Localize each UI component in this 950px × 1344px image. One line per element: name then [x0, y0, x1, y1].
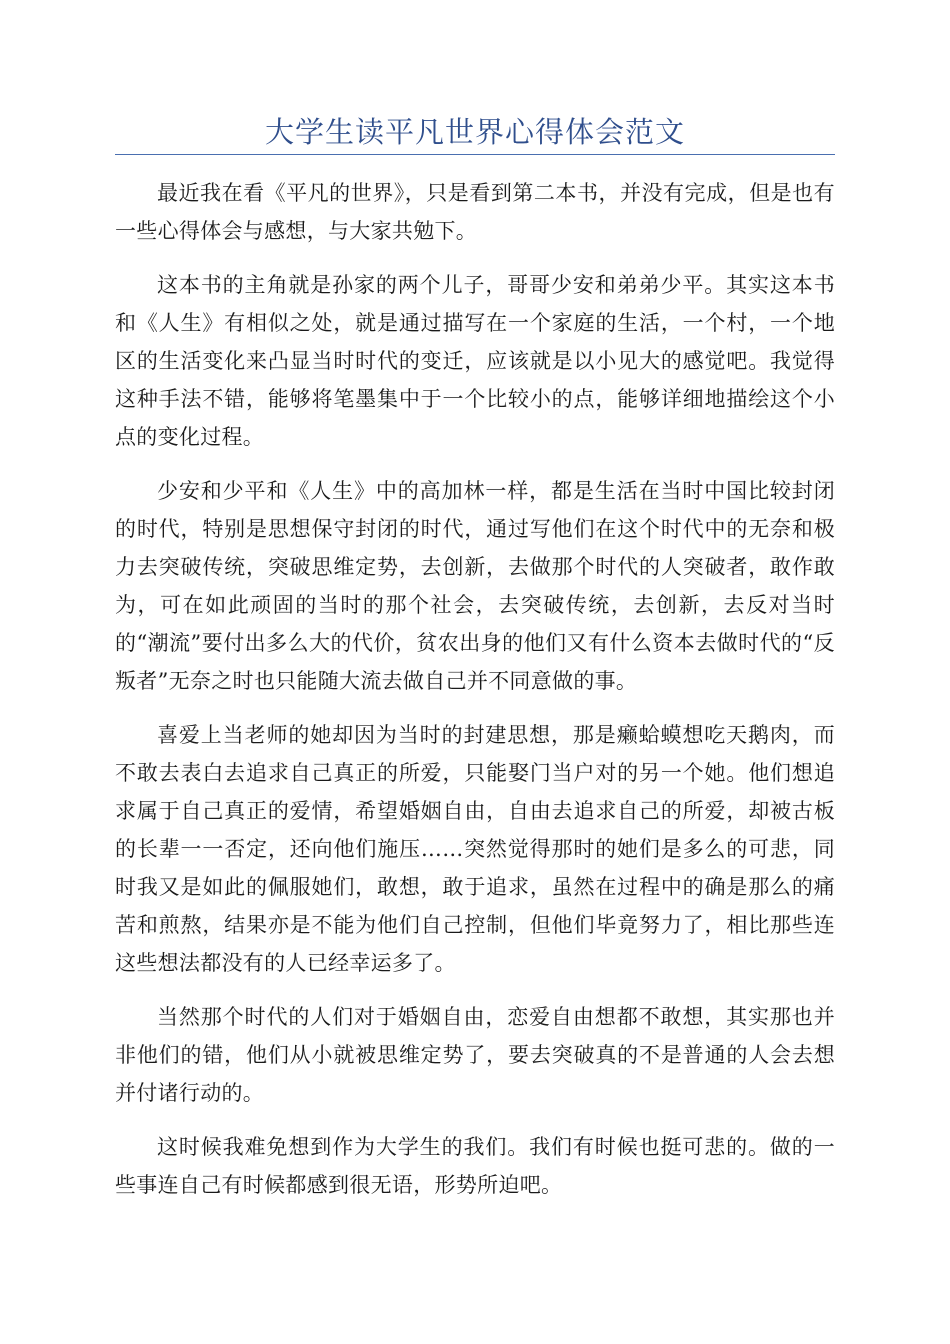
title-underline	[115, 154, 835, 155]
paragraph-4: 喜爱上当老师的她却因为当时的封建思想，那是癞蛤蟆想吃天鹅肉，而不敢去表白去追求自己真正的所爱，只能娶门当户对的另一个她。他们想追求属于自己真正的爱情，希望婚姻自由，自由去追求自己的所爱，却被古板的长辈一一否定，还向他们施压……突然觉得那时的她们是多么的可悲，同时我又是如此的佩服她们，敢想，敢于追求，虽然在过程中的确是那么的痛苦和煎熬，结果亦是不能为他们自己控制，但他们毕竟努力了，相比那些连这些想法都没有的人已经幸运多了。	[115, 723, 835, 975]
paragraph-2: 这本书的主角就是孙家的两个儿子，哥哥少安和弟弟少平。其实这本书和《人生》有相似之处，就是通过描写在一个家庭的生活，一个村，一个地区的生活变化来凸显当时时代的变迁，应该就是以小见大的感觉吧。我觉得这种手法不错，能够将笔墨集中于一个比较小的点，能够详细地描绘这个小点的变化过程。	[115, 273, 835, 449]
paragraph-6: 这时候我难免想到作为大学生的我们。我们有时候也挺可悲的。做的一些事连自己有时候都感到很无语，形势所迫吧。	[115, 1135, 835, 1197]
paragraph-5: 当然那个时代的人们对于婚姻自由，恋爱自由想都不敢想，其实那也并非他们的错，他们从小就被思维定势了，要去突破真的不是普通的人会去想并付诸行动的。	[115, 1005, 835, 1105]
document-body	[115, 174, 835, 1220]
paragraph-3: 少安和少平和《人生》中的高加林一样，都是生活在当时中国比较封闭的时代，特别是思想保守封闭的时代，通过写他们在这个时代中的无奈和极力去突破传统，突破思维定势，去创新，去做那个时代的人突破者，敢作敢为，可在如此顽固的当时的那个社会，去突破传统，去创新，去反对当时的“潮流”要付出多么大的代价，贫农出身的他们又有什么资本去做时代的“反叛者”无奈之时也只能随大流去做自己并不同意做的事。	[115, 479, 835, 693]
document-title: 大学生读平凡世界心得体会范文	[264, 115, 685, 149]
paragraph-1: 最近我在看《平凡的世界》，只是看到第二本书，并没有完成，但是也有一些心得体会与感想，与大家共勉下。	[115, 181, 835, 243]
